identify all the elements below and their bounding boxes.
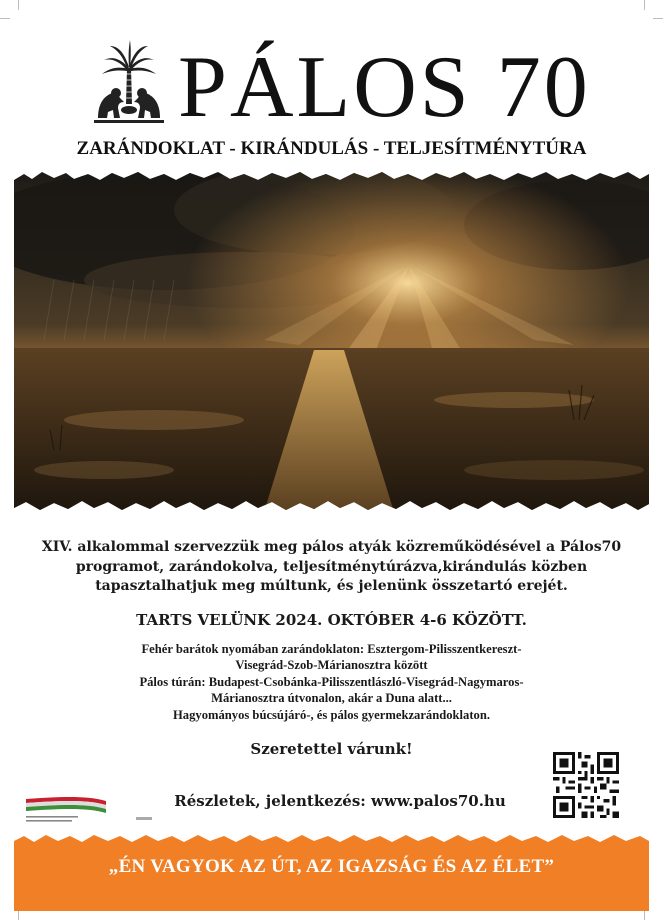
detail-line: Fehér barátok nyomában zarándoklaton: Esztergom-Pilisszentkereszt- — [141, 641, 522, 656]
page-title: PÁLOS 70 — [178, 39, 591, 136]
palm-lion-emblem-icon — [90, 38, 168, 128]
intro-text: XIV. alkalommal szervezzük meg pálos atyák közreműködésével a Pálos70 programot, zarándokolva, teljesítménytúrázva,kirándulás közben tapasztalhatjuk meg múltunk, és jelenünk összetartó erejét. — [41, 539, 622, 594]
poster-header — [0, 0, 663, 170]
detail-line: Hagyományos búcsújáró-, és pálos gyermekzarándoklaton. — [173, 707, 490, 722]
contact-link[interactable]: Részletek, jelentkezés: www.palos70.hu — [174, 792, 506, 810]
page-subtitle: ZARÁNDOKLAT - KIRÁNDULÁS - TELJESÍTMÉNYTÚRA — [76, 138, 587, 159]
description-block — [40, 538, 623, 723]
detail-line: Pálos túrán: Budapest-Csobánka-Pilisszentlászló-Visegrád-Nagymaros- — [139, 674, 524, 689]
crop-mark — [18, 910, 19, 920]
detail-line: Visegrád-Szob-Márianosztra között — [235, 658, 428, 673]
detail-line: Márianosztra útvonalon, akár a Duna alatt... — [211, 691, 452, 706]
crop-mark — [644, 910, 645, 920]
qr-code-icon[interactable] — [553, 752, 619, 818]
stormy-landscape-image — [14, 170, 649, 512]
government-logo-icon — [26, 795, 162, 829]
welcome-text: Szeretettel várunk! — [250, 740, 413, 758]
motto-text: „ÉN VAGYOK AZ ÚT, AZ IGAZSÁG ÉS AZ ÉLET” — [108, 856, 555, 877]
event-dates: TARTS VELÜNK 2024. OKTÓBER 4-6 KÖZÖTT. — [136, 610, 527, 629]
program-details — [40, 641, 623, 724]
